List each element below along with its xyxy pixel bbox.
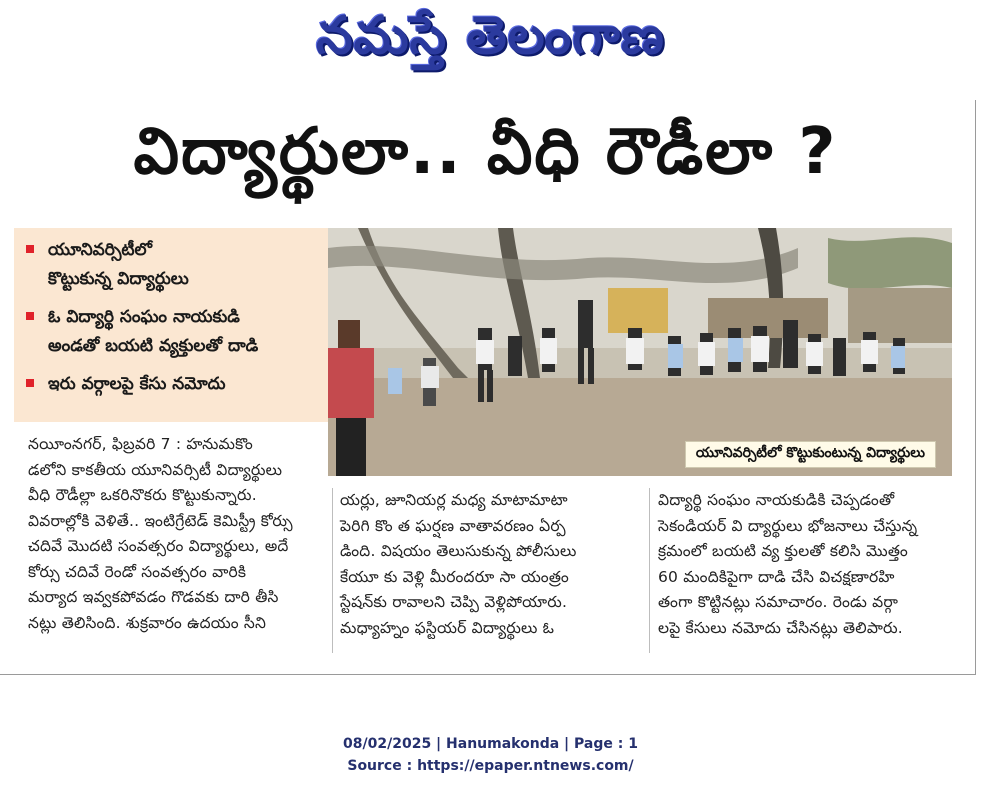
bullet-icon xyxy=(26,312,34,320)
photo-caption: యూనివర్సిటీలో కొట్టుకుంటున్న విద్యార్థులు xyxy=(685,441,936,468)
footer-date-edition: 08/02/2025 | Hanumakonda | Page : 1 xyxy=(343,736,638,752)
highlight-item xyxy=(26,236,318,294)
column-divider xyxy=(649,488,650,653)
article-column-2: యర్లు, జూనియర్ల మధ్య మాటామాటా పెరిగి కొం త ఘర్షణ వాతావరణం ఏర్ప డింది. విషయం తెలుసుకున్న పోలీసులు కేయూ కు వెళ్లి మీరందరూ సా యంత్రం స్టేషన్‌కు రావాలని చెప్పి వెళ్లిపోయారు. మధ్యాహ్నం ఫస్టియర్ విద్యార్థులు ఓ xyxy=(340,491,577,637)
article-headline: విద్యార్థులా.. వీధి రౌడీలా ? xyxy=(133,115,838,189)
highlight-text: ఇరు వర్గాలపై కేసు నమోదు xyxy=(48,374,226,394)
students-fighting-photo xyxy=(328,228,952,476)
highlights-box xyxy=(14,228,328,422)
highlight-text: ఓ విద్యార్థి సంఘం నాయకుడి అండతో బయటి వ్యక్తులతో దాడి xyxy=(48,307,259,356)
bullet-icon xyxy=(26,379,34,387)
highlight-item xyxy=(26,370,318,399)
news-photo xyxy=(328,228,952,476)
article-column-1: నయీంనగర్, ఫిబ్రవరి 7 : హనుమకొం డలోని కాకతీయ యూనివర్సిటీ విద్యార్థులు వీధి రౌడీల్లా ఒకరినొకరు కొట్టుకున్నారు. వివరాల్లోకి వెళితే.. ఇంటిగ్రేటెడ్ కెమిస్ట్రీ కోర్సు చదివే మొదటి సంవత్సరం విద్యార్థులు, అదే కోర్సు చదివే రెండో సంవత్సరం వారికి మర్యాద ఇవ్వకపోవడం గొడవకు దారి తీసి నట్లు తెలిసింది. శుక్రవారం ఉదయం సీని xyxy=(28,435,293,632)
highlight-item xyxy=(26,303,318,361)
newspaper-masthead: నమస్తే తెలంగాణ xyxy=(316,6,665,66)
highlight-text: యూనివర్సిటీలో కొట్టుకున్న విద్యార్థులు xyxy=(48,240,189,289)
bullet-icon xyxy=(26,245,34,253)
footer-source-link[interactable]: Source : https://epaper.ntnews.com/ xyxy=(347,758,634,774)
column-divider xyxy=(332,488,333,653)
article-column-3: విద్యార్థి సంఘం నాయకుడికి చెప్పడంతో సెకండియర్ వి ద్యార్థులు భోజనాలు చేస్తున్న క్రమంలో బయటి వ్య క్తులతో కలిసి మొత్తం 60 మందికిపైగా దాడి చేసి విచక్షణారహి తంగా కొట్టినట్లు సమాచారం. రెండు వర్గా లపై కేసులు నమోదు చేసినట్లు తెలిపారు. xyxy=(658,491,918,637)
